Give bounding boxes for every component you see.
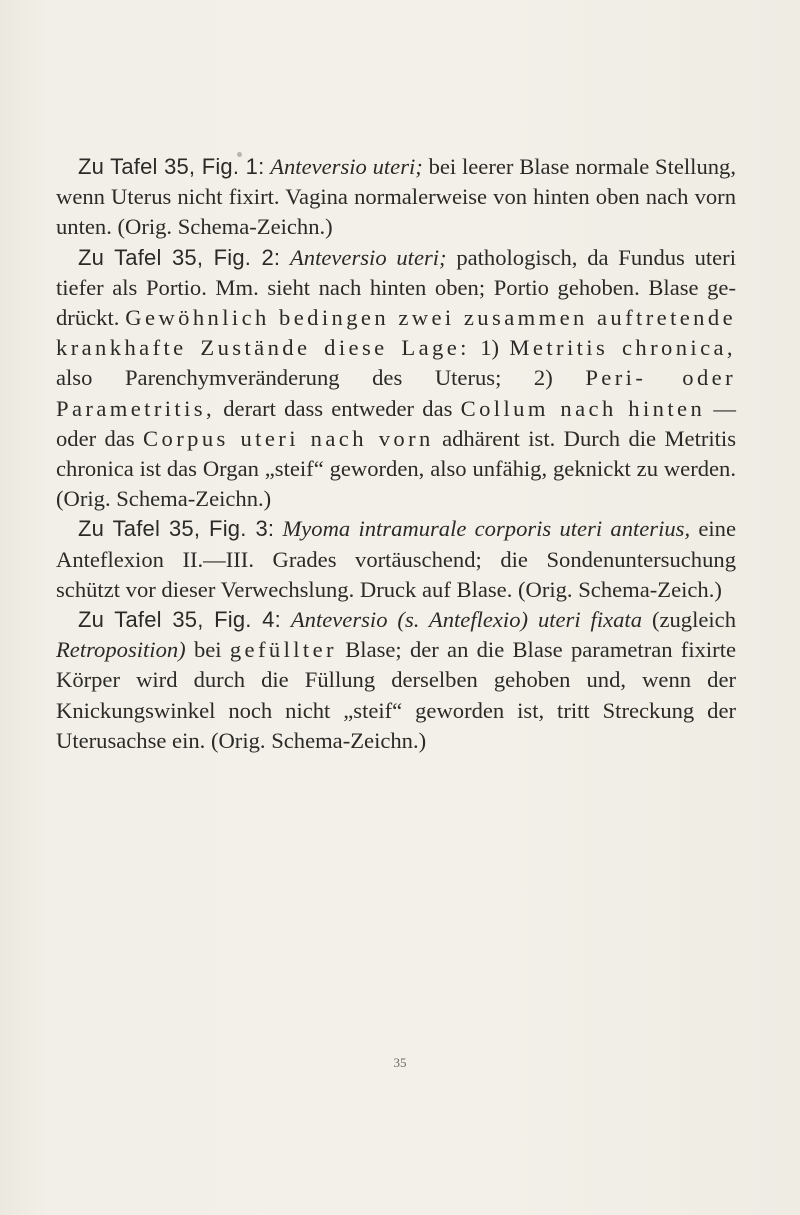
spaced-emphasis: Corpus uteri nach vorn — [143, 425, 434, 451]
text-run: also Parenchymveränderung des Uterus; 2) — [56, 365, 586, 391]
paragraph — [56, 243, 736, 515]
page-number: 35 — [393, 1055, 407, 1070]
spaced-emphasis: Metritis chronica, — [509, 335, 736, 361]
text-run: 1) — [469, 335, 510, 361]
spaced-emphasis: Collum nach hinten — [460, 395, 706, 421]
paragraph-heading: Zu Tafel 35, Fig. 2: — [78, 244, 281, 270]
text-run: (zugleich — [642, 607, 736, 633]
spaced-emphasis: Peri- oder Parametritis, — [56, 365, 736, 421]
text-run: pathologisch, da Fundus uteri tiefer als Portio. Mm. sieht nach hinten oben; Portio gehoben. Blase gedrückt. — [56, 244, 736, 331]
italic-term: Myoma intramurale corporis uteri anterius, — [282, 516, 691, 542]
text-run: derart dass entweder das — [215, 395, 461, 421]
paragraph-heading: Zu Tafel 35, Fig. 4: — [78, 607, 281, 633]
italic-term: Anteversio uteri; — [290, 244, 447, 270]
text-run: bei leerer Blase normale Stellung, wenn Uterus nicht fixirt. Vagina normalerweise von hinten oben nach vorn unten. (Orig. Schema-Zeichn.) — [56, 154, 736, 240]
italic-term: Anteversio (s. Anteflexio) uteri fixata — [290, 607, 643, 633]
text-run: eine Anteflexion II.—III. Grades vortäuschend; die Sondenuntersuchung schützt vor dieser Verwechslung. Druck auf Blase. (Orig. Schema-Zeich.) — [56, 516, 736, 602]
paragraph — [56, 152, 736, 243]
text-run: Blase; der an die Blase parametran fixirte Körper wird durch die Füllung derselben gehoben und, wenn der Knickungswinkel noch nicht „steif“ geworden ist, tritt Streckung der Uterusachse ein. (Orig. Schema-Zeichn.) — [56, 637, 737, 753]
body-text — [56, 152, 736, 756]
paragraph — [56, 605, 736, 756]
paragraph — [56, 514, 736, 605]
paragraph-heading: Zu Tafel 35, Fig. 1: — [78, 154, 265, 179]
spaced-emphasis: Gewöhnlich bedingen zwei zusammen auftretende krankhafte Zustände diese Lage: — [56, 305, 736, 361]
text-run: bei — [185, 637, 230, 663]
paragraph-heading: Zu Tafel 35, Fig. 3: — [78, 516, 275, 542]
text-run: adhärent ist. Durch die Metritis chronica ist das Organ „steif“ geworden, also unfähig, geknickt zu werden. (Orig. Schema-Zeichn.) — [56, 425, 736, 512]
spaced-emphasis: gefüllter — [229, 637, 337, 663]
italic-term: Anteversio uteri; — [270, 154, 423, 179]
italic-term: Retroposition) — [56, 637, 186, 663]
text-run: — oder das — [56, 395, 736, 451]
